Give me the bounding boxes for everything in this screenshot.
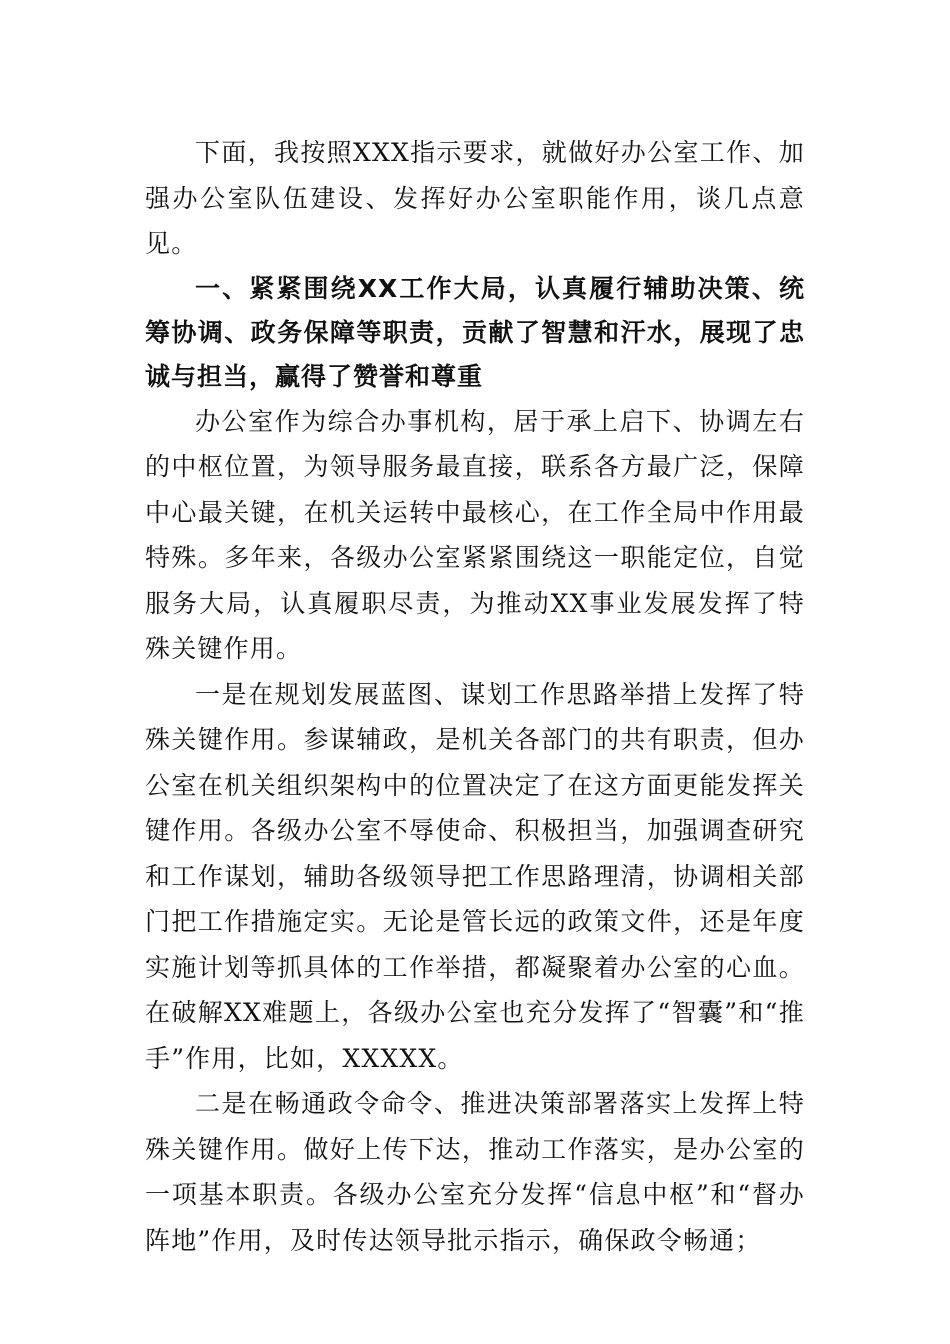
section-heading: 一、紧紧围绕XX工作大局，认真履行辅助决策、统筹协调、政务保障等职责，贡献了智慧和汗水，展现了忠诚与担当，赢得了赞誉和尊重 xyxy=(145,273,805,391)
intro-paragraph: 下面，我按照XXX指示要求，就做好办公室工作、加强办公室队伍建设、发挥好办公室职能作用，谈几点意见。 xyxy=(145,138,805,258)
body-paragraph: 办公室作为综合办事机构，居于承上启下、协调左右的中枢位置，为领导服务最直接，联系各方最广泛，保障中心最关键，在机关运转中最核心，在工作全局中作用最特殊。多年来，各级办公室紧紧围绕这一职能定位，自觉服务大局，认真履职尽责，为推动XX事业发展发挥了特殊关键作用。 xyxy=(145,406,805,663)
body-paragraph: 二是在畅通政令命令、推进决策部署落实上发挥上特殊关键作用。做好上传下达，推动工作落实，是办公室的一项基本职责。各级办公室充分发挥“信息中枢”和“督办阵地”作用，及时传达领导批示指示，确保政令畅通； xyxy=(145,1089,805,1255)
body-paragraph: 一是在规划发展蓝图、谋划工作思路举措上发挥了特殊关键作用。参谋辅政，是机关各部门的共有职责，但办公室在机关组织架构中的位置决定了在这方面更能发挥关键作用。各级办公室不辱使命、积极担当，加强调查研究和工作谋划，辅助各级领导把工作思路理清，协调相关部门把工作措施定实。无论是管长远的政策文件，还是年度实施计划等抓具体的工作举措，都凝聚着办公室的心血。在破解XX难题上，各级办公室也充分发挥了“智囊”和“推手”作用，比如，XXXXX。 xyxy=(145,679,805,1073)
document-body xyxy=(145,130,805,1263)
